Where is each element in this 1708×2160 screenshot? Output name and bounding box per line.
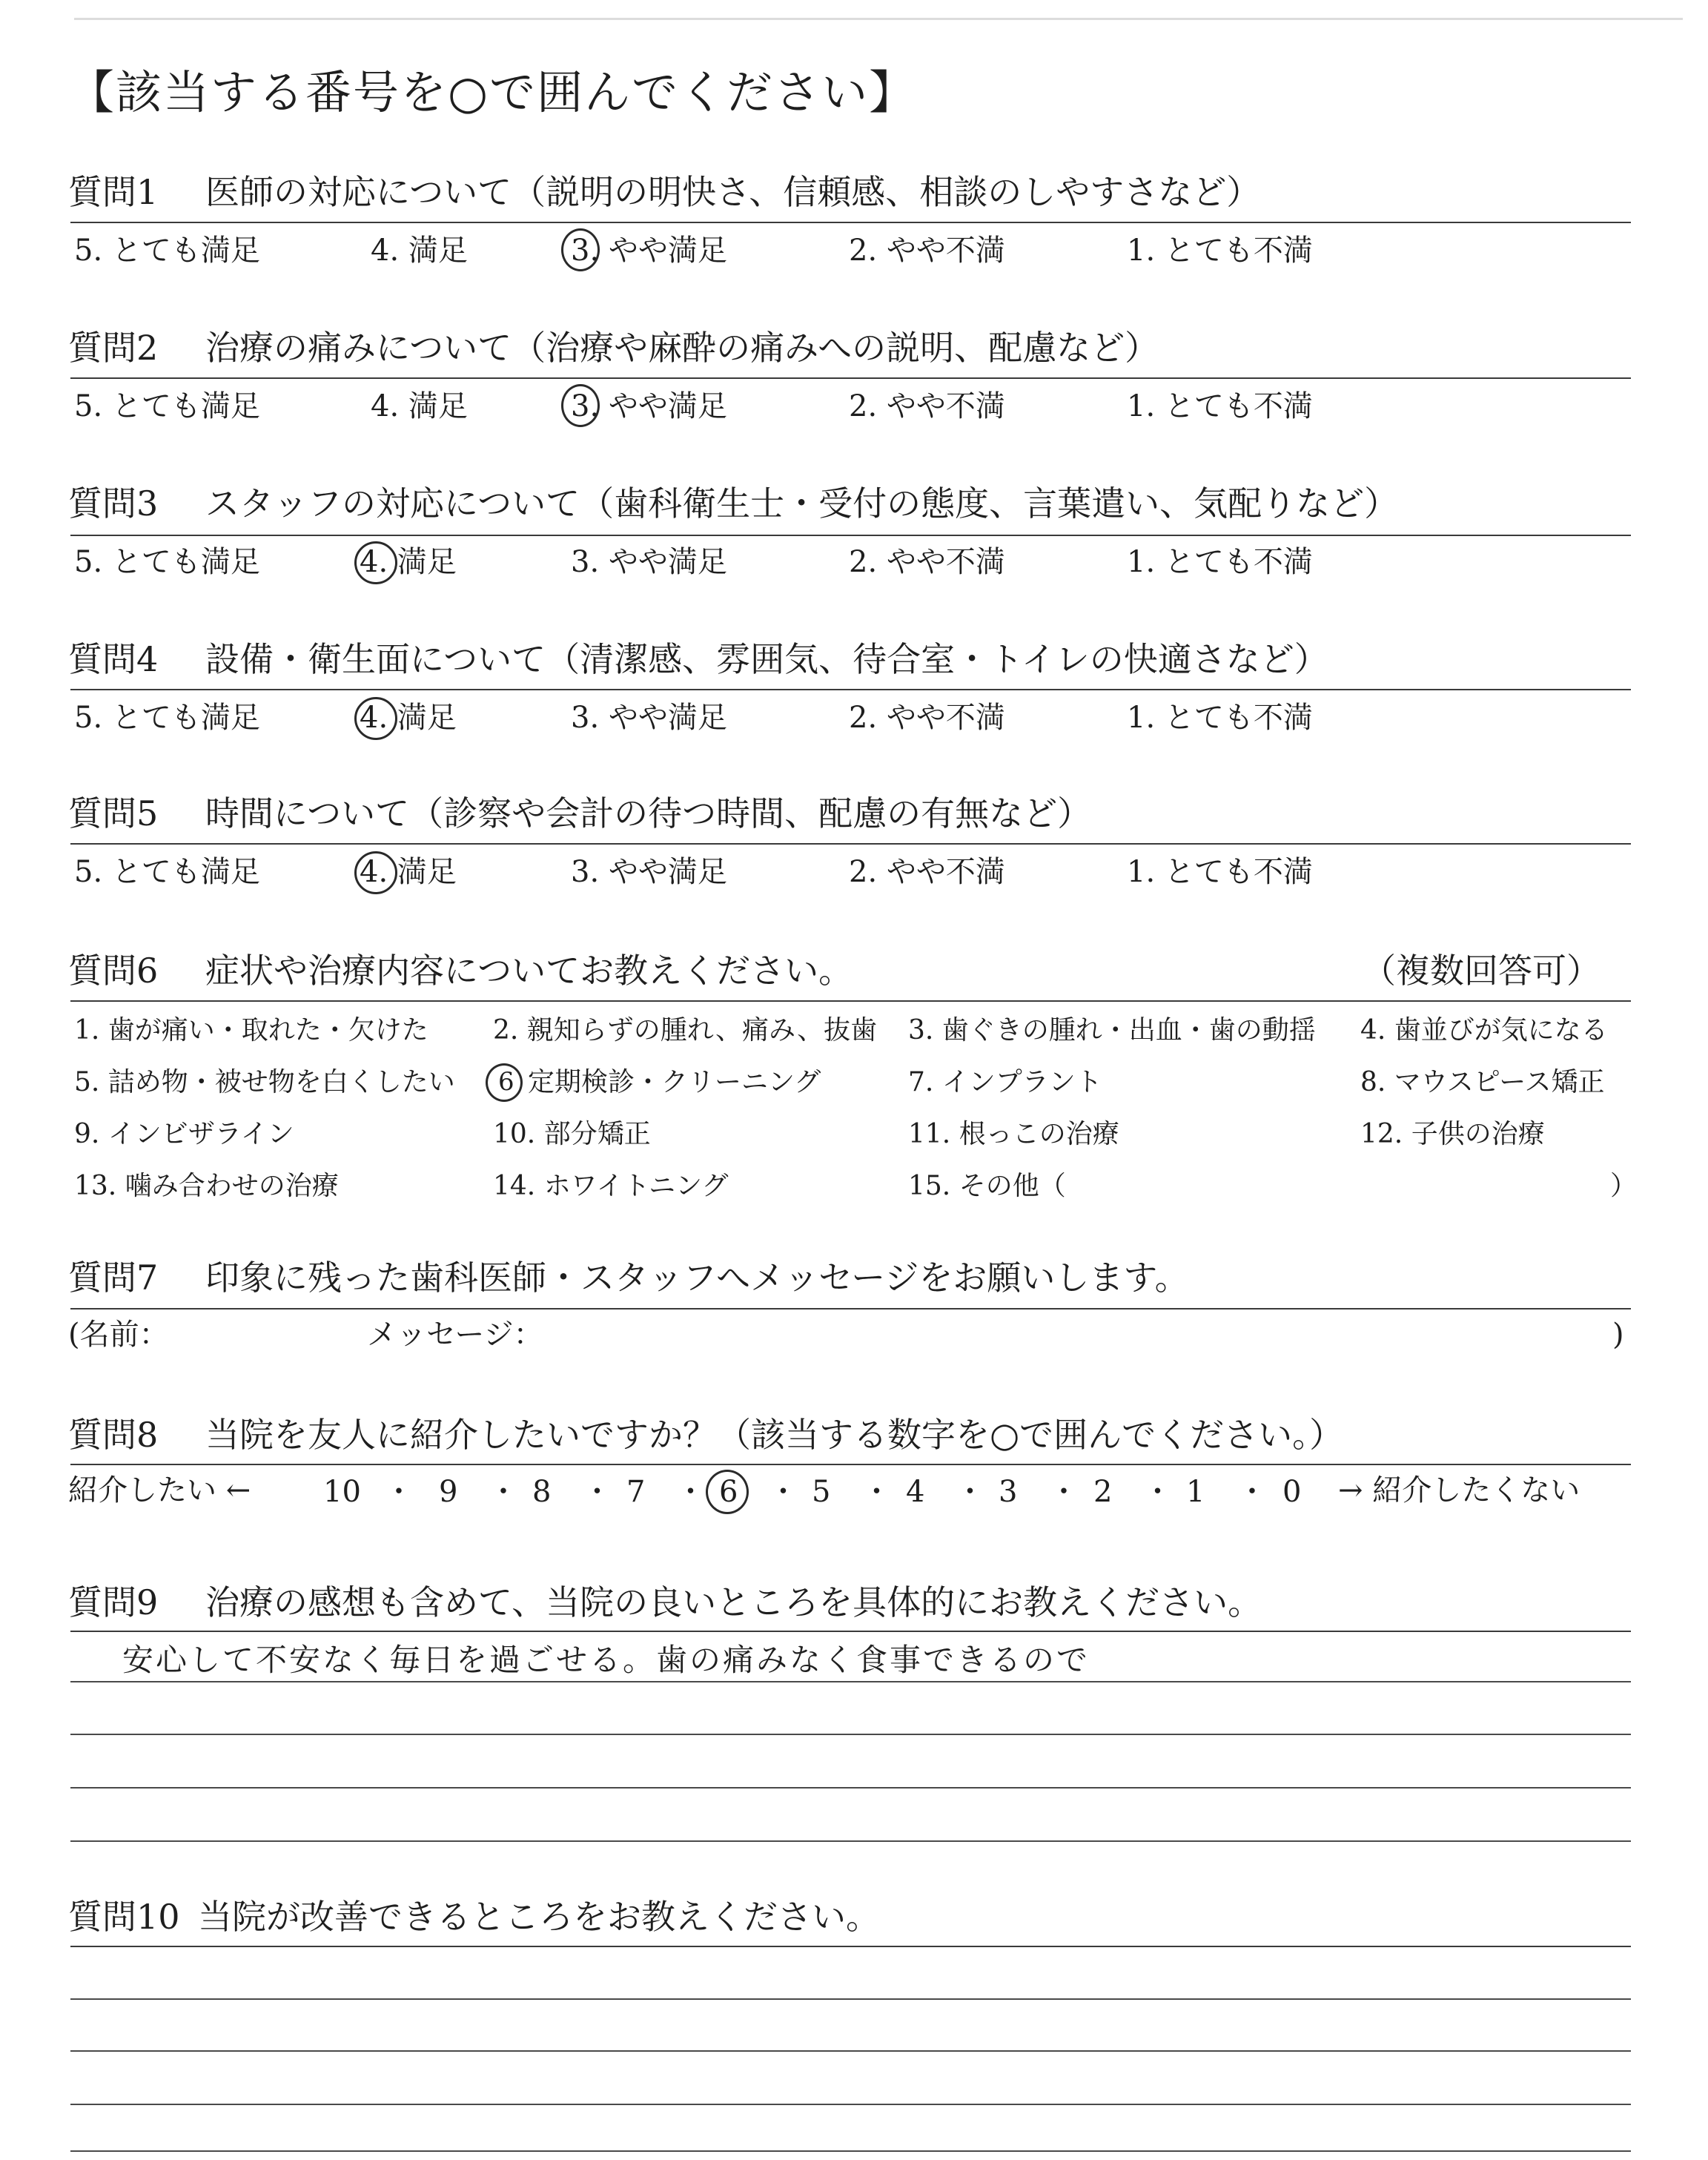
question-9-heading <box>68 1582 1262 1622</box>
question-1-text: 医師の対応について（説明の明快さ、信頼感、相談のしやすさなど） <box>205 172 1261 212</box>
question-2-heading <box>68 328 1159 368</box>
q6-option-1[interactable]: 1. 歯が痛い・取れた・欠けた <box>74 1015 428 1046</box>
q6-option-7[interactable]: 7. インプラント <box>908 1067 1102 1097</box>
q5-option-2[interactable]: 2. やや不満 <box>849 855 1005 889</box>
question-9-divider <box>70 1631 1631 1632</box>
question-6-note: （複数回答可） <box>1362 951 1601 991</box>
question-7-number: 質問7 <box>68 1258 159 1298</box>
q5-option-4[interactable]: 4. 満足 <box>360 855 457 889</box>
q3-option-1[interactable]: 1. とても不満 <box>1127 545 1313 579</box>
question-5-heading <box>68 793 1092 833</box>
q8-scale-value[interactable]: 10 <box>323 1475 361 1509</box>
q4-selected-circle <box>354 697 397 740</box>
q8-scale-value[interactable]: 2 <box>1093 1475 1113 1509</box>
q7-name-label: (名前： <box>68 1318 169 1352</box>
q5-option-5[interactable]: 5. とても満足 <box>74 855 260 889</box>
question-1-number: 質問1 <box>68 172 159 212</box>
q6-option-6-number: 6 <box>498 1067 514 1097</box>
q8-scale-value[interactable]: 6 <box>719 1475 738 1509</box>
q8-scale-dot: ・ <box>384 1475 414 1509</box>
question-7-text: 印象に残った歯科医師・スタッフへメッセージをお願いします。 <box>205 1258 1189 1298</box>
q8-scale <box>0 1473 1708 1514</box>
question-8-divider <box>70 1464 1631 1465</box>
q9-writing-line-4 <box>70 1840 1631 1842</box>
q5-option-1[interactable]: 1. とても不満 <box>1127 855 1313 889</box>
question-3-heading <box>68 483 1399 524</box>
question-6-number: 質問6 <box>68 951 159 991</box>
q2-option-4[interactable]: 4. 満足 <box>371 389 468 423</box>
q8-scale-value[interactable]: 8 <box>532 1475 552 1509</box>
q1-option-2[interactable]: 2. やや不満 <box>849 234 1005 268</box>
question-10-heading <box>68 1897 880 1937</box>
question-8-text: 当院を友人に紹介したいですか？（該当する数字を○で囲んでください。） <box>205 1415 1344 1455</box>
q7-message-label: メッセージ： <box>367 1318 543 1352</box>
q1-option-5[interactable]: 5. とても満足 <box>74 234 260 268</box>
page-title: 【該当する番号を○で囲んでください】 <box>68 65 917 119</box>
question-3-divider <box>70 535 1631 536</box>
q8-scale-dot: ・ <box>582 1475 612 1509</box>
q6-option-15[interactable]: 15. その他（ <box>908 1171 1066 1201</box>
q8-scale-value[interactable]: 1 <box>1186 1475 1205 1509</box>
q2-option-5[interactable]: 5. とても満足 <box>74 389 260 423</box>
q1-selected-circle <box>561 228 600 271</box>
q8-scale-value[interactable]: 0 <box>1282 1475 1302 1509</box>
question-7-heading <box>68 1258 1189 1298</box>
q1-option-4[interactable]: 4. 満足 <box>371 234 468 268</box>
q6-option-13[interactable]: 13. 噛み合わせの治療 <box>74 1171 339 1201</box>
q3-option-4[interactable]: 4. 満足 <box>360 545 457 579</box>
question-8-number: 質問8 <box>68 1415 159 1455</box>
q1-option-3[interactable]: 3. やや満足 <box>571 234 727 268</box>
q3-option-2[interactable]: 2. やや不満 <box>849 545 1005 579</box>
q2-option-2[interactable]: 2. やや不満 <box>849 389 1005 423</box>
question-6-text: 症状や治療内容についてお教えください。 <box>205 951 853 991</box>
question-4-number: 質問4 <box>68 639 159 679</box>
q7-close-paren: ) <box>1612 1318 1624 1352</box>
question-5-number: 質問5 <box>68 793 159 833</box>
q4-option-4[interactable]: 4. 満足 <box>360 701 457 735</box>
q6-option-2[interactable]: 2. 親知らずの腫れ、痛み、抜歯 <box>493 1015 878 1046</box>
q8-scale-value[interactable]: 4 <box>906 1475 925 1509</box>
q4-option-1[interactable]: 1. とても不満 <box>1127 701 1313 735</box>
q9-writing-line-3 <box>70 1787 1631 1789</box>
question-10-number: 質問10 <box>68 1897 180 1937</box>
q2-selected-circle <box>561 384 600 427</box>
q8-left-label: 紹介したい ← <box>68 1473 251 1507</box>
q6-option-9[interactable]: 9. インビザライン <box>74 1119 294 1149</box>
q6-option-5[interactable]: 5. 詰め物・被せ物を白くしたい <box>74 1067 455 1097</box>
question-4-text: 設備・衛生面について（清潔感、雰囲気、待合室・トイレの快適さなど） <box>205 639 1328 679</box>
q5-option-3[interactable]: 3. やや満足 <box>571 855 727 889</box>
q3-option-5[interactable]: 5. とても満足 <box>74 545 260 579</box>
q8-selected-circle <box>706 1470 749 1514</box>
q9-handwritten-answer: 安心して不安なく毎日を過ごせる。歯の痛みなく食事できるので <box>122 1642 1090 1678</box>
question-4-divider <box>70 689 1631 690</box>
question-2-divider <box>70 377 1631 379</box>
q8-scale-dot: ・ <box>1237 1475 1267 1509</box>
q6-option-14[interactable]: 14. ホワイトニング <box>493 1171 729 1201</box>
q9-writing-line-1 <box>70 1681 1631 1682</box>
question-4-heading <box>68 639 1328 679</box>
q6-option-6[interactable]: 定期検診・クリーニング <box>528 1067 821 1097</box>
q8-scale-dot: ・ <box>1049 1475 1079 1509</box>
q4-option-3[interactable]: 3. やや満足 <box>571 701 727 735</box>
q9-writing-line-2 <box>70 1734 1631 1735</box>
question-8-heading <box>68 1415 1344 1455</box>
question-10-divider <box>70 1946 1631 1947</box>
question-1-divider <box>70 222 1631 223</box>
q10-writing-line-3 <box>70 2104 1631 2105</box>
question-6-divider <box>70 1000 1631 1002</box>
q6-option-8[interactable]: 8. マウスピース矯正 <box>1360 1067 1605 1097</box>
top-border <box>74 18 1683 20</box>
q2-option-1[interactable]: 1. とても不満 <box>1127 389 1313 423</box>
q3-option-3[interactable]: 3. やや満足 <box>571 545 727 579</box>
q8-scale-dot: ・ <box>675 1475 706 1509</box>
q6-option-4[interactable]: 4. 歯並びが気になる <box>1360 1015 1608 1046</box>
question-3-text: スタッフの対応について（歯科衛生士・受付の態度、言葉遣い、気配りなど） <box>205 483 1399 524</box>
q4-option-5[interactable]: 5. とても満足 <box>74 701 260 735</box>
question-5-text: 時間について（診察や会計の待つ時間、配慮の有無など） <box>205 793 1092 833</box>
question-9-number: 質問9 <box>68 1582 159 1622</box>
q8-scale-dot: ・ <box>861 1475 892 1509</box>
q8-scale-value[interactable]: 7 <box>626 1475 646 1509</box>
q6-option-15-close: ） <box>1610 1171 1638 1201</box>
q8-scale-dot: ・ <box>489 1475 518 1509</box>
q8-scale-dot: ・ <box>768 1475 798 1509</box>
question-6-heading <box>68 951 1601 991</box>
q6-option-12[interactable]: 12. 子供の治療 <box>1360 1119 1545 1149</box>
q8-scale-dot: ・ <box>955 1475 985 1509</box>
q1-option-1[interactable]: 1. とても不満 <box>1127 234 1313 268</box>
q8-right-label: → 紹介したくない <box>1338 1473 1580 1507</box>
q10-writing-line-4 <box>70 2150 1631 2152</box>
q6-option-3[interactable]: 3. 歯ぐきの腫れ・出血・歯の動揺 <box>908 1015 1316 1046</box>
q4-option-2[interactable]: 2. やや不満 <box>849 701 1005 735</box>
question-5-divider <box>70 843 1631 845</box>
q6-option-11[interactable]: 11. 根っこの治療 <box>908 1119 1119 1149</box>
q8-scale-dot: ・ <box>1142 1475 1173 1509</box>
q5-selected-circle <box>354 851 397 894</box>
question-2-number: 質問2 <box>68 328 159 368</box>
question-9-text: 治療の感想も含めて、当院の良いところを具体的にお教えください。 <box>205 1582 1262 1622</box>
question-1-heading <box>68 172 1261 212</box>
q8-scale-value[interactable]: 3 <box>999 1475 1018 1509</box>
q6-option-10[interactable]: 10. 部分矯正 <box>493 1119 651 1149</box>
q8-scale-value[interactable]: 9 <box>439 1475 458 1509</box>
q8-scale-value[interactable]: 5 <box>812 1475 831 1509</box>
q10-writing-line-1 <box>70 1998 1631 2000</box>
q2-option-3[interactable]: 3. やや満足 <box>571 389 727 423</box>
question-3-number: 質問3 <box>68 483 159 524</box>
question-10-text: 当院が改善できるところをお教えください。 <box>198 1897 880 1937</box>
q10-writing-line-2 <box>70 2050 1631 2052</box>
question-2-text: 治療の痛みについて（治療や麻酔の痛みへの説明、配慮など） <box>205 328 1159 368</box>
q3-selected-circle <box>354 541 397 584</box>
question-7-divider <box>70 1308 1631 1309</box>
